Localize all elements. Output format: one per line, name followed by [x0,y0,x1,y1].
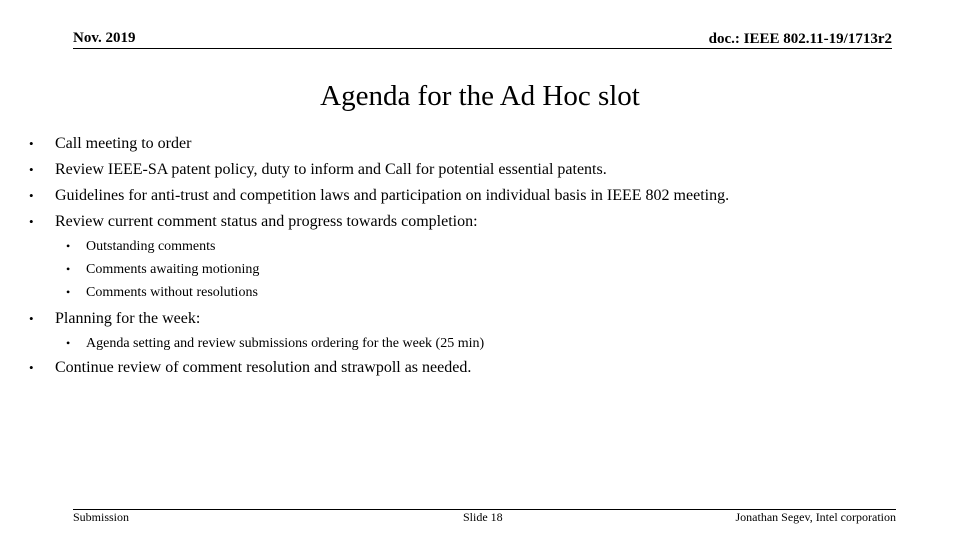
header-date: Nov. 2019 [73,30,136,46]
sub-item-without-resolutions [29,281,909,304]
agenda-item-comment-status [29,209,909,235]
bullet-icon: • [29,311,34,326]
bullet-icon: • [66,239,71,253]
agenda-item-text: Review IEEE-SA patent policy, duty to inform and Call for potential essential patents. [55,161,607,178]
agenda-item-text: Continue review of comment resolution and strawpoll as needed. [55,359,472,376]
slide-title: Agenda for the Ad Hoc slot [320,80,640,112]
agenda-sublist-planning [29,332,909,355]
agenda-item-anti-trust [29,183,909,209]
sub-item-text: Comments without resolutions [86,285,258,300]
sub-item-awaiting-motioning [29,258,909,281]
bullet-icon: • [66,285,71,299]
bullet-icon: • [66,262,71,276]
agenda-item-planning [29,306,909,332]
agenda-item-text: Call meeting to order [55,135,192,152]
sub-item-agenda-setting [29,332,909,355]
header-doc-id: doc.: IEEE 802.11-19/1713r2 [708,31,892,47]
bullet-icon: • [29,162,34,177]
agenda-item-continue-review [29,355,909,381]
header-rule [73,48,892,49]
bullet-icon: • [66,336,71,350]
agenda-item-text: Review current comment status and progress towards completion: [55,213,478,230]
agenda-item-patent-policy [29,157,909,183]
bullet-icon: • [29,214,34,229]
agenda-list [29,131,909,381]
bullet-icon: • [29,188,34,203]
sub-item-text: Comments awaiting motioning [86,262,260,277]
bullet-icon: • [29,360,34,375]
bullet-icon: • [29,136,34,151]
footer-slide-number: Slide 18 [463,510,503,524]
sub-item-text: Agenda setting and review submissions ordering for the week (25 min) [86,336,485,351]
footer-author: Jonathan Segev, Intel corporation [735,510,896,524]
agenda-item-text: Planning for the week: [55,310,201,327]
agenda-item-text: Guidelines for anti-trust and competition laws and participation on individual basis in IEEE 802 meeting. [55,187,730,204]
agenda-sublist-comment-status [29,235,909,304]
sub-item-outstanding [29,235,909,258]
agenda-item-call-to-order [29,131,909,157]
footer-submission: Submission [73,510,130,524]
sub-item-text: Outstanding comments [86,239,216,254]
